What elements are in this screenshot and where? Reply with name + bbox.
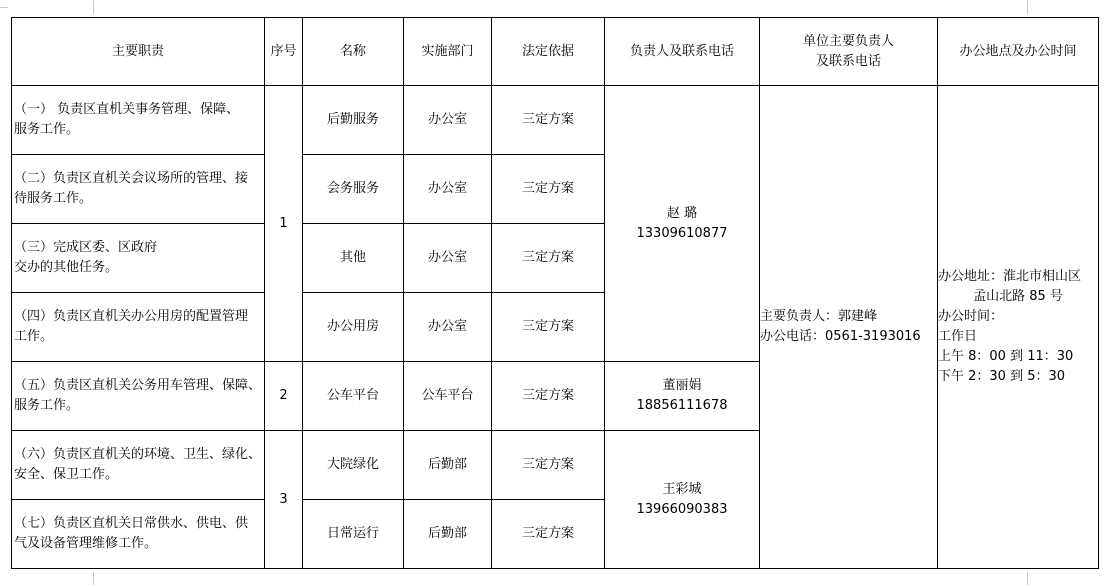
duty-text: （六）负责区直机关的环境、卫生、绿化、 安全、保卫工作。 — [14, 447, 262, 482]
basis-cell: 三定方案 — [492, 293, 605, 362]
duty-cell — [12, 86, 265, 155]
contact-phone: 13309610877 — [636, 225, 728, 241]
seq-cell: 1 — [265, 86, 303, 362]
dept-cell: 办公室 — [404, 224, 492, 293]
name-cell: 会务服务 — [303, 155, 404, 224]
duty-text: （三）完成区委、区政府 交办的其他任务。 — [14, 240, 158, 275]
office-address-line1: 办公地址：淮北市相山区 — [938, 269, 1082, 284]
duty-cell — [12, 500, 265, 569]
unit-head-phone: 办公电话：0561-3193016 — [760, 329, 921, 344]
name-cell: 办公用房 — [303, 293, 404, 362]
dept-cell: 后勤部 — [404, 431, 492, 500]
office-afternoon: 下午 2：30 到 5：30 — [938, 369, 1066, 384]
dept-cell: 办公室 — [404, 155, 492, 224]
dept-cell: 办公室 — [404, 86, 492, 155]
office-morning: 上午 8：00 到 11：30 — [938, 349, 1074, 364]
responsibility-table — [11, 17, 1099, 569]
contact-cell — [605, 431, 760, 569]
office-cell — [938, 86, 1099, 569]
basis-cell: 三定方案 — [492, 86, 605, 155]
basis-cell: 三定方案 — [492, 362, 605, 431]
name-cell: 其他 — [303, 224, 404, 293]
duty-text: （四）负责区直机关办公用房的配置管理 工作。 — [14, 309, 249, 344]
contact-name: 王彩城 — [662, 481, 702, 497]
seq-cell: 3 — [265, 431, 303, 569]
contact-cell — [605, 86, 760, 362]
name-cell: 日常运行 — [303, 500, 404, 569]
contact-name: 董丽娟 — [662, 378, 702, 393]
header-name: 名称 — [303, 18, 404, 86]
unit-head-leader: 主要负责人：郭建峰 — [760, 309, 878, 324]
basis-cell: 三定方案 — [492, 224, 605, 293]
header-duty: 主要职责 — [12, 18, 265, 86]
contact-phone: 13966090383 — [636, 501, 728, 517]
duty-text: （一） 负责区直机关事务管理、保障、 服务工作。 — [14, 102, 240, 137]
crop-mark-tr-v — [1027, 0, 1028, 14]
name-cell: 公车平台 — [303, 362, 404, 431]
dept-cell: 后勤部 — [404, 500, 492, 569]
header-contact: 负责人及联系电话 — [605, 18, 760, 86]
duty-cell — [12, 431, 265, 500]
duty-cell — [12, 224, 265, 293]
office-hours-label: 办公时间： — [938, 309, 1004, 324]
duty-cell — [12, 362, 265, 431]
header-row — [12, 18, 1099, 86]
header-unit-head-line1: 单位主要负责人 — [802, 33, 894, 49]
contact-name: 赵 璐 — [666, 205, 698, 221]
dept-cell: 办公室 — [404, 293, 492, 362]
contact-phone: 18856111678 — [636, 398, 728, 413]
header-basis: 法定依据 — [492, 18, 605, 86]
unit-head-cell — [760, 86, 938, 569]
header-unit-head — [760, 18, 938, 86]
dept-cell: 公车平台 — [404, 362, 492, 431]
table-row — [12, 86, 1099, 155]
basis-cell: 三定方案 — [492, 431, 605, 500]
header-seq: 序号 — [265, 18, 303, 86]
crop-mark-br-v — [1027, 572, 1028, 585]
crop-mark-tl-v — [93, 0, 94, 14]
office-address-line2: 孟山北路 85 号 — [973, 289, 1063, 304]
duty-cell — [12, 293, 265, 362]
header-dept: 实施部门 — [404, 18, 492, 86]
duty-cell — [12, 155, 265, 224]
name-cell: 大院绿化 — [303, 431, 404, 500]
office-workday: 工作日 — [938, 329, 978, 344]
basis-cell: 三定方案 — [492, 155, 605, 224]
basis-cell: 三定方案 — [492, 500, 605, 569]
name-cell: 后勤服务 — [303, 86, 404, 155]
duty-text: （五）负责区直机关公务用车管理、保障、 服务工作。 — [14, 378, 262, 413]
duty-text: （二）负责区直机关会议场所的管理、接 待服务工作。 — [14, 171, 249, 206]
header-office: 办公地点及办公时间 — [938, 18, 1099, 86]
header-unit-head-line2: 及联系电话 — [815, 53, 881, 69]
contact-cell — [605, 362, 760, 431]
crop-mark-tl-h — [0, 7, 8, 8]
seq-cell: 2 — [265, 362, 303, 431]
crop-mark-bl-v — [93, 572, 94, 585]
duty-text: （七）负责区直机关日常供水、供电、供 气及设备管理维修工作。 — [14, 516, 249, 551]
